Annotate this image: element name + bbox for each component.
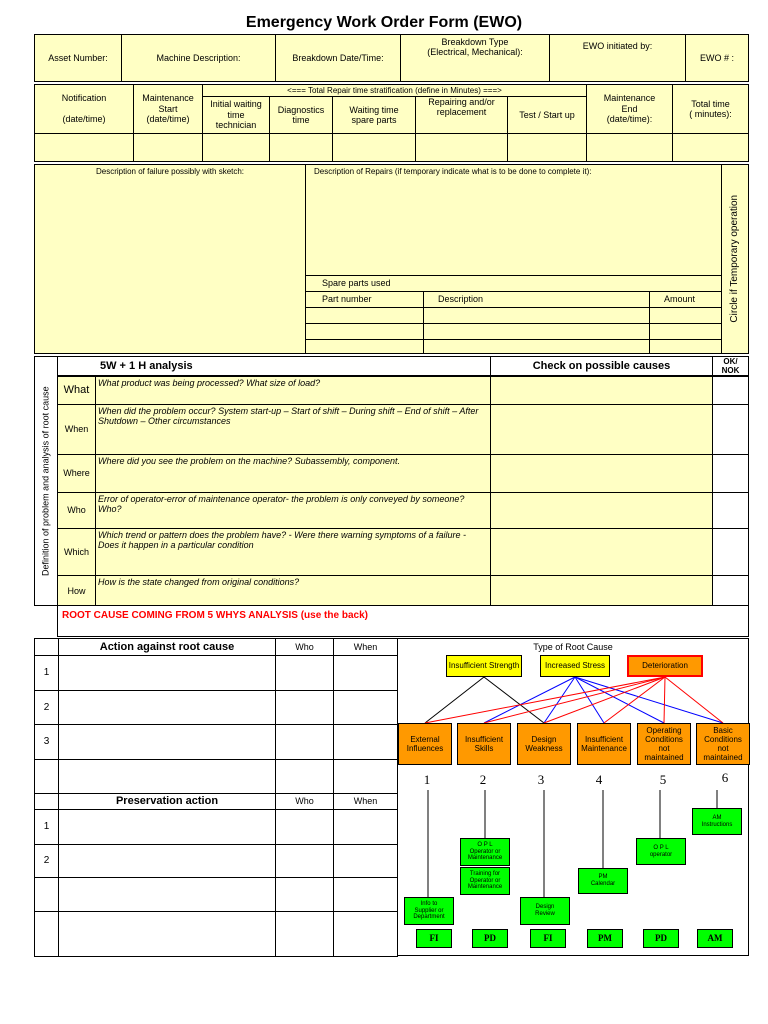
analysis-row-label: What — [63, 384, 90, 397]
analysis-heading: 5W + 1 H analysis — [100, 359, 193, 372]
insufficient-maintenance-box — [577, 723, 631, 765]
actions-row-number: 2 — [43, 701, 50, 713]
ewo-number-label: EWO # : — [699, 52, 734, 63]
analysis-question: Where did you see the problem on the machine? Subassembly, component. — [98, 456, 401, 466]
analysis-question: How is the state changed from original conditions? — [98, 577, 300, 587]
test-startup-label: Test / Start up — [519, 109, 575, 120]
action-code-box — [416, 929, 452, 948]
action-code-label: FI — [543, 933, 553, 944]
total-time-label: Total time ( minutes): — [689, 98, 732, 119]
info-to-supplier-box — [404, 897, 454, 925]
preservation-heading: Preservation action — [115, 795, 219, 808]
breakdown-type-label: Breakdown Type (Electrical, Mechanical): — [427, 37, 523, 58]
failure-description-label: Description of failure possibly with sketch: — [95, 167, 245, 176]
analysis-row-label: How — [67, 585, 86, 596]
analysis-question: What product was being processed? What size of load? — [98, 378, 321, 388]
initial-waiting-label: Initial waiting time technician — [210, 99, 262, 131]
pm-calendar-label: PM Calendar — [590, 874, 616, 887]
am-instructions-label: AM Instructions — [701, 814, 733, 828]
root-cause-type-title: Type of Root Cause — [533, 642, 613, 652]
repairs-description-label: Description of Repairs (if temporary indicate what is to be done to complete it): — [314, 167, 592, 176]
actions-row-number: 1 — [43, 667, 50, 679]
external-influences-box — [398, 723, 452, 765]
cause-number: 3 — [537, 772, 545, 787]
basic-conditions-label: Basic Conditions not maintained — [703, 725, 743, 763]
diagnostics-label: Diagnostics time — [277, 104, 325, 125]
analysis-row-label: Where — [63, 468, 90, 479]
action-code-label: FI — [429, 933, 439, 944]
actions-row-number: 3 — [43, 736, 50, 748]
amount-label: Amount — [664, 294, 696, 305]
waiting-spare-label: Waiting time spare parts — [349, 104, 399, 125]
external-influences-label: External Influences — [406, 734, 444, 753]
design-review-box — [520, 897, 570, 925]
training-box — [460, 867, 510, 895]
basic-conditions-box — [696, 723, 750, 765]
pm-calendar-box — [578, 868, 628, 894]
preservation-when-label: When — [353, 796, 378, 807]
insufficient-strength-box — [446, 655, 522, 677]
deterioration-box — [627, 655, 703, 677]
maintenance-end-label: Maintenance End (date/time): — [603, 93, 656, 125]
action-code-box — [643, 929, 679, 948]
spare-parts-used-label: Spare parts used — [322, 278, 391, 289]
info-to-supplier-label: Info to Supplier or Department — [413, 900, 445, 921]
analysis-row-label: When — [64, 424, 89, 435]
analysis-question: Error of operator-error of maintenance operator- the problem is only conveyed by someone? Who? — [98, 494, 465, 515]
analysis-row-label: Who — [67, 505, 86, 516]
cause-number: 1 — [423, 772, 431, 787]
cause-number: 5 — [659, 772, 667, 787]
breakdown-datetime-label: Breakdown Date/Time: — [292, 52, 384, 63]
am-instructions-box — [692, 808, 742, 835]
maintenance-start-label: Maintenance Start (date/time) — [142, 93, 194, 125]
design-review-label: Design Review — [535, 904, 555, 917]
ewo-initiated-by-label: EWO initiated by: — [582, 41, 653, 51]
asset-number-label: Asset Number: — [48, 52, 108, 63]
deterioration-label: Deterioration — [642, 661, 688, 671]
page-title: Emergency Work Order Form (EWO) — [245, 14, 523, 31]
preservation-row-number: 1 — [43, 821, 50, 833]
action-code-label: PD — [655, 933, 667, 944]
action-code-box — [587, 929, 623, 948]
temporary-operation-label: Circle if Temporary operation — [729, 195, 741, 323]
machine-description-label: Machine Description: — [156, 52, 241, 63]
insufficient-skills-box — [457, 723, 511, 765]
insufficient-maintenance-label: Insufficient Maintenance — [581, 734, 627, 753]
operating-conditions-label: Operating Conditions not maintained — [644, 725, 684, 763]
opl-operator-maintenance-label: O P L Operator or Maintenance — [467, 841, 503, 862]
notification-label: Notification (date/time) — [61, 93, 107, 125]
analysis-question: Which trend or pattern does the problem have? - Were there warning symptoms of a failure - Does it happen in a particular condition — [98, 530, 467, 551]
design-weakness-label: Design Weakness — [525, 734, 563, 753]
desc-label: Description — [438, 294, 484, 305]
cause-number: 2 — [479, 772, 487, 787]
operating-conditions-box — [637, 723, 691, 765]
opl-operator-box — [636, 838, 686, 865]
action-code-box — [472, 929, 508, 948]
insufficient-skills-label: Insufficient Skills — [464, 734, 504, 753]
cause-number: 6 — [721, 770, 729, 785]
opl-operator-label: O P L operator — [649, 844, 673, 858]
check-heading: Check on possible causes — [532, 359, 671, 372]
root-cause-label: ROOT CAUSE COMING FROM 5 WHYS ANALYSIS (use the back) — [62, 610, 368, 621]
action-code-box — [697, 929, 733, 948]
cause-number: 4 — [595, 772, 603, 787]
repairing-label: Repairing and/or replacement — [428, 97, 495, 118]
action-code-label: PM — [598, 933, 612, 944]
stratification-label: <=== Total Repair time stratification (define in Minutes) ===> — [287, 85, 502, 95]
actions-when-label: When — [353, 641, 378, 652]
training-label: Training for Operator or Maintenance — [467, 870, 503, 891]
actions-heading: Action against root cause — [99, 640, 235, 653]
opl-operator-maintenance-box — [460, 838, 510, 866]
actions-who-label: Who — [295, 641, 314, 652]
action-code-label: AM — [707, 933, 723, 944]
part-number-label: Part number — [322, 294, 372, 305]
analysis-side-label: Definition of problem and analysis of root cause — [40, 386, 51, 576]
insufficient-strength-label: Insufficient Strength — [448, 661, 520, 671]
ok-nok-label: OK/ NOK — [721, 356, 740, 375]
increased-stress-box — [540, 655, 610, 677]
preservation-row-number: 2 — [43, 855, 50, 867]
design-weakness-box — [517, 723, 571, 765]
action-code-box — [530, 929, 566, 948]
analysis-row-label: Which — [63, 546, 89, 557]
preservation-who-label: Who — [295, 796, 314, 807]
increased-stress-label: Increased Stress — [544, 661, 606, 671]
analysis-question: When did the problem occur? System start-up – Start of shift – During shift – End of shift – After Shutdown – Other circumstances — [98, 406, 479, 427]
action-code-label: PD — [484, 933, 496, 944]
